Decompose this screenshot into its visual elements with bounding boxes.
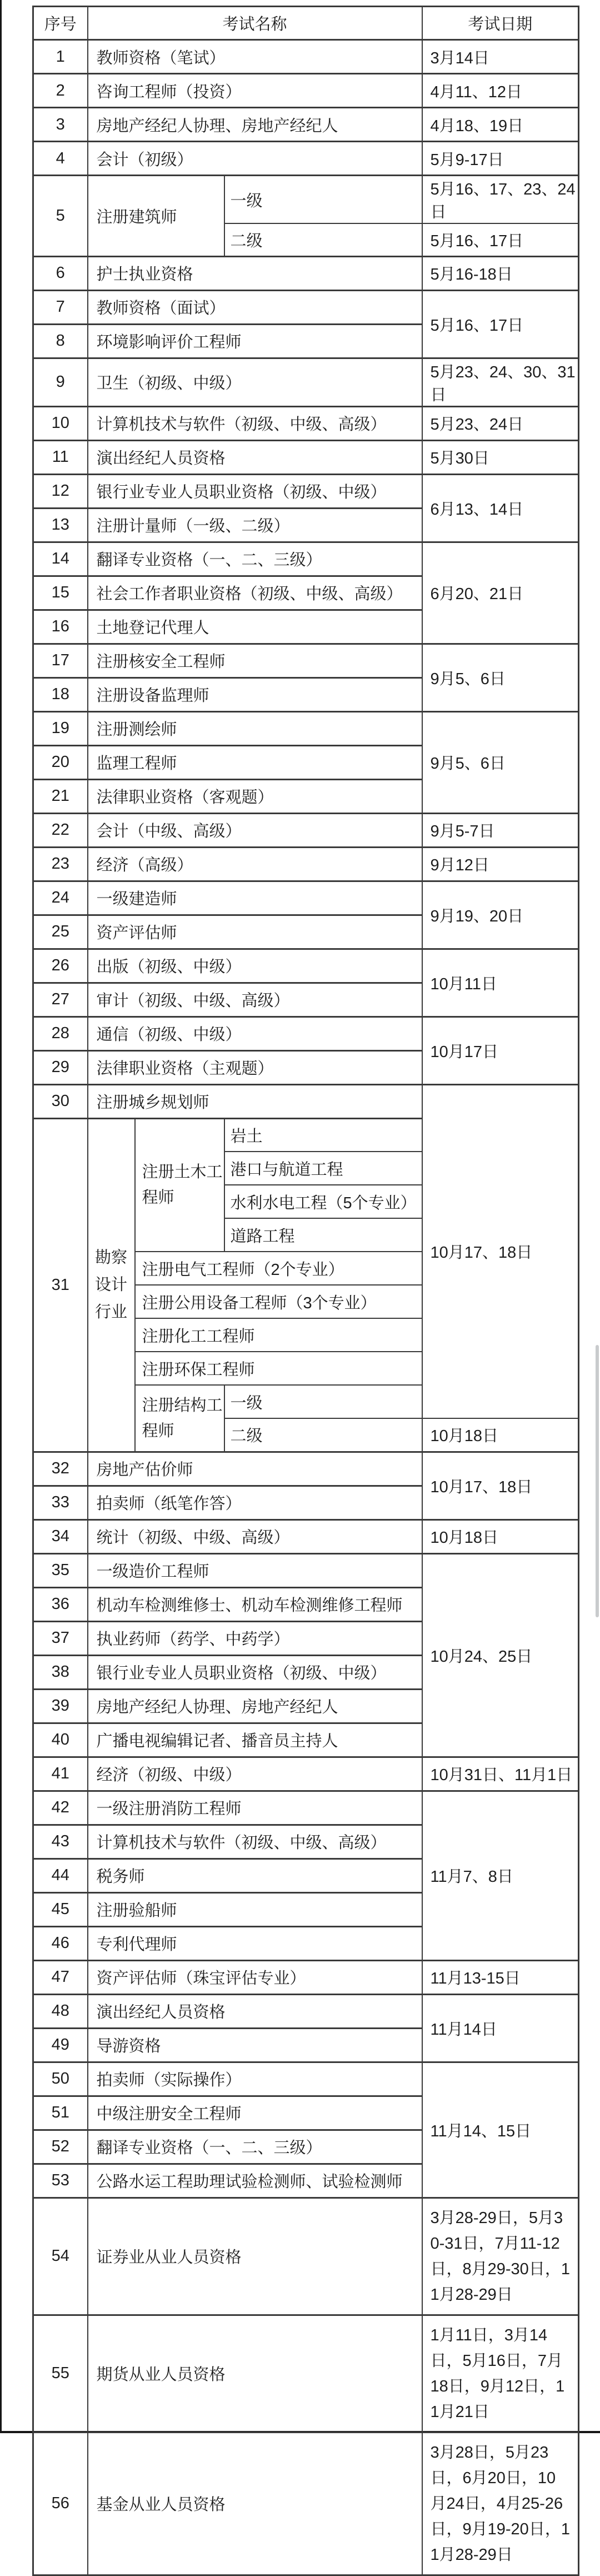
industry-group-cell: 勘察 设计 行业 (88, 1118, 135, 1452)
serial-cell: 32 (33, 1452, 88, 1486)
exam-subname-cell: 一级 (224, 1385, 422, 1418)
serial-cell: 52 (33, 2130, 88, 2164)
serial-cell: 9 (33, 358, 88, 406)
exam-name-cell: 一级注册消防工程师 (88, 1791, 422, 1825)
exam-subname-cell: 注册公用设备工程师（3个专业） (135, 1285, 422, 1318)
table-row (33, 406, 579, 440)
exam-name-cell: 注册测绘师 (88, 711, 422, 745)
table-row (33, 1960, 579, 1994)
exam-name-cell: 社会工作者职业资格（初级、中级、高级） (88, 576, 422, 610)
exam-date-cell: 9月5-7日 (422, 813, 579, 847)
table-row (33, 358, 579, 406)
exam-name-cell: 演出经纪人员资格 (88, 1994, 422, 2028)
table-row (33, 142, 579, 176)
table-row (33, 2315, 579, 2432)
exam-subname-cell: 港口与航道工程 (224, 1152, 422, 1185)
serial-cell: 44 (33, 1858, 88, 1892)
serial-cell: 40 (33, 1723, 88, 1757)
table-row (33, 711, 579, 745)
serial-cell: 16 (33, 610, 88, 644)
serial-cell: 11 (33, 440, 88, 474)
table-row (33, 290, 579, 324)
header-exam-name: 考试名称 (88, 7, 422, 40)
serial-cell: 45 (33, 1892, 88, 1926)
exam-name-cell: 执业药师（药学、中药学） (88, 1621, 422, 1655)
serial-cell: 18 (33, 677, 88, 711)
exam-name-cell: 公路水运工程助理试验检测师、试验检测师 (88, 2164, 422, 2198)
exam-name-cell: 翻译专业资格（一、二、三级） (88, 2130, 422, 2164)
table-row (33, 108, 579, 142)
exam-name-cell: 专利代理师 (88, 1926, 422, 1960)
exam-name-cell: 出版（初级、中级） (88, 949, 422, 983)
table-row (33, 40, 579, 74)
exam-date-cell: 10月31日、11月1日 (422, 1757, 579, 1791)
exam-name-cell: 导游资格 (88, 2028, 422, 2062)
exam-name-cell: 法律职业资格（主观题） (88, 1050, 422, 1084)
exam-name-cell: 银行业专业人员职业资格（初级、中级） (88, 474, 422, 508)
serial-cell: 21 (33, 779, 88, 813)
header-serial: 序号 (33, 7, 88, 40)
exam-date-cell: 9月19、20日 (422, 881, 579, 949)
exam-name-cell: 演出经纪人员资格 (88, 440, 422, 474)
table-row (33, 1017, 579, 1050)
engineer-group-cell: 注册土木工程师 (135, 1118, 224, 1252)
exam-name-cell: 经济（高级） (88, 847, 422, 881)
exam-date-cell: 5月9-17日 (422, 142, 579, 176)
exam-date-cell: 10月11日 (422, 949, 579, 1017)
exam-subname-cell: 二级 (224, 1418, 422, 1452)
serial-cell: 39 (33, 1689, 88, 1723)
serial-cell: 26 (33, 949, 88, 983)
exam-date-cell: 4月11、12日 (422, 74, 579, 108)
exam-date-cell: 1月11日，3月14日，5月16日，7月18日，9月12日，11月21日 (422, 2315, 579, 2432)
table-row (33, 176, 579, 224)
exam-date-cell: 10月17、18日 (422, 1084, 579, 1418)
exam-name-cell: 计算机技术与软件（初级、中级、高级） (88, 406, 422, 440)
table-row (33, 474, 579, 508)
exam-date-cell: 5月16-18日 (422, 256, 579, 290)
exam-name-cell: 一级造价工程师 (88, 1553, 422, 1587)
serial-cell: 12 (33, 474, 88, 508)
serial-cell: 41 (33, 1757, 88, 1791)
exam-date-cell: 5月23、24、30、31日 (422, 358, 579, 406)
exam-date-cell: 5月30日 (422, 440, 579, 474)
serial-cell: 15 (33, 576, 88, 610)
serial-cell: 46 (33, 1926, 88, 1960)
serial-cell: 53 (33, 2164, 88, 2198)
exam-date-cell: 6月13、14日 (422, 474, 579, 542)
serial-cell: 29 (33, 1050, 88, 1084)
serial-cell: 34 (33, 1519, 88, 1553)
table-row (33, 440, 579, 474)
exam-name-cell: 证券业从业人员资格 (88, 2198, 422, 2315)
serial-cell: 20 (33, 745, 88, 779)
exam-name-cell: 注册计量师（一级、二级） (88, 508, 422, 542)
exam-date-cell: 10月18日 (422, 1519, 579, 1553)
serial-cell: 54 (33, 2198, 88, 2315)
exam-subname-cell: 一级 (224, 176, 422, 224)
exam-subname-cell: 岩土 (224, 1118, 422, 1152)
serial-cell: 55 (33, 2315, 88, 2432)
serial-cell: 43 (33, 1825, 88, 1858)
exam-name-cell: 护士执业资格 (88, 256, 422, 290)
serial-cell: 13 (33, 508, 88, 542)
exam-name-cell: 教师资格（面试） (88, 290, 422, 324)
header-row (33, 7, 579, 40)
exam-date-cell: 6月20、21日 (422, 542, 579, 644)
table-row (33, 1553, 579, 1587)
exam-date-cell: 10月17、18日 (422, 1452, 579, 1519)
table-row (33, 1994, 579, 2028)
exam-name-cell: 注册核安全工程师 (88, 644, 422, 677)
serial-cell: 38 (33, 1655, 88, 1689)
serial-cell: 27 (33, 983, 88, 1017)
exam-date-cell: 10月17日 (422, 1017, 579, 1084)
exam-schedule-table (32, 6, 579, 2576)
serial-cell: 17 (33, 644, 88, 677)
exam-name-cell: 注册建筑师 (88, 176, 224, 257)
exam-name-cell: 咨询工程师（投资） (88, 74, 422, 108)
exam-name-cell: 广播电视编辑记者、播音员主持人 (88, 1723, 422, 1757)
exam-name-cell: 注册验船师 (88, 1892, 422, 1926)
table-row (33, 1757, 579, 1791)
table-row (33, 542, 579, 576)
serial-cell: 30 (33, 1084, 88, 1118)
serial-cell: 6 (33, 256, 88, 290)
serial-cell: 28 (33, 1017, 88, 1050)
table-row (33, 881, 579, 915)
exam-date-cell: 5月16、17日 (422, 223, 579, 256)
exam-date-cell: 10月24、25日 (422, 1553, 579, 1757)
serial-cell: 14 (33, 542, 88, 576)
exam-subname-cell: 注册环保工程师 (135, 1352, 422, 1385)
header-exam-date: 考试日期 (422, 7, 579, 40)
exam-name-cell: 注册设备监理师 (88, 677, 422, 711)
serial-cell: 2 (33, 74, 88, 108)
image-edge-left (0, 0, 2, 2433)
exam-date-cell: 5月16、17、23、24日 (422, 176, 579, 224)
serial-cell: 19 (33, 711, 88, 745)
engineer-group-cell: 注册结构工程师 (135, 1385, 224, 1452)
serial-cell: 50 (33, 2062, 88, 2096)
exam-name-cell: 通信（初级、中级） (88, 1017, 422, 1050)
exam-subname-cell: 注册化工工程师 (135, 1318, 422, 1352)
serial-cell: 51 (33, 2096, 88, 2130)
exam-date-cell: 4月18、19日 (422, 108, 579, 142)
exam-subname-cell: 二级 (224, 223, 422, 256)
table-row (33, 2198, 579, 2315)
exam-name-cell: 翻译专业资格（一、二、三级） (88, 542, 422, 576)
exam-name-cell: 卫生（初级、中级） (88, 358, 422, 406)
exam-name-cell: 统计（初级、中级、高级） (88, 1519, 422, 1553)
exam-subname-cell: 道路工程 (224, 1218, 422, 1252)
serial-cell: 1 (33, 40, 88, 74)
serial-cell: 5 (33, 176, 88, 257)
table-row (33, 74, 579, 108)
exam-subname-cell: 水利水电工程（5个专业） (224, 1185, 422, 1218)
table-row (33, 1791, 579, 1825)
serial-cell: 22 (33, 813, 88, 847)
serial-cell: 24 (33, 881, 88, 915)
table-row (33, 949, 579, 983)
table-row (33, 1084, 579, 1118)
exam-name-cell: 基金从业人员资格 (88, 2432, 422, 2575)
exam-name-cell: 教师资格（笔试） (88, 40, 422, 74)
table-row (33, 256, 579, 290)
exam-date-cell: 3月28日，5月23日，6月20日，10月24日，4月25-26日，9月19-20日，11月28-29日 (422, 2432, 579, 2575)
exam-name-cell: 期货从业人员资格 (88, 2315, 422, 2432)
table-wrapper (32, 6, 579, 2576)
exam-name-cell: 注册城乡规划师 (88, 1084, 422, 1118)
table-row (33, 813, 579, 847)
exam-name-cell: 资产评估师 (88, 915, 422, 949)
exam-name-cell: 银行业专业人员职业资格（初级、中级） (88, 1655, 422, 1689)
exam-name-cell: 中级注册安全工程师 (88, 2096, 422, 2130)
exam-name-cell: 土地登记代理人 (88, 610, 422, 644)
exam-date-cell: 11月14日 (422, 1994, 579, 2062)
serial-cell: 42 (33, 1791, 88, 1825)
table-row (33, 847, 579, 881)
exam-date-cell: 11月13-15日 (422, 1960, 579, 1994)
exam-name-cell: 会计（初级） (88, 142, 422, 176)
exam-date-cell: 5月16、17日 (422, 290, 579, 358)
scrollbar-thumb[interactable] (596, 1345, 599, 1617)
exam-name-cell: 资产评估师（珠宝评估专业） (88, 1960, 422, 1994)
serial-cell: 35 (33, 1553, 88, 1587)
exam-date-cell: 9月5、6日 (422, 711, 579, 813)
table-row (33, 2432, 579, 2575)
table-row (33, 1519, 579, 1553)
exam-date-cell: 9月5、6日 (422, 644, 579, 711)
serial-cell: 4 (33, 142, 88, 176)
exam-name-cell: 一级建造师 (88, 881, 422, 915)
serial-cell: 37 (33, 1621, 88, 1655)
serial-cell: 49 (33, 2028, 88, 2062)
table-row (33, 2062, 579, 2096)
exam-name-cell: 拍卖师（实际操作） (88, 2062, 422, 2096)
exam-date-cell: 11月14、15日 (422, 2062, 579, 2198)
serial-cell: 47 (33, 1960, 88, 1994)
exam-subname-cell: 注册电气工程师（2个专业） (135, 1252, 422, 1285)
exam-name-cell: 房地产经纪人协理、房地产经纪人 (88, 108, 422, 142)
table-row (33, 644, 579, 677)
serial-cell: 36 (33, 1587, 88, 1621)
exam-name-cell: 拍卖师（纸笔作答） (88, 1486, 422, 1519)
serial-cell: 33 (33, 1486, 88, 1519)
serial-cell: 10 (33, 406, 88, 440)
exam-name-cell: 房地产估价师 (88, 1452, 422, 1486)
serial-cell: 23 (33, 847, 88, 881)
exam-name-cell: 税务师 (88, 1858, 422, 1892)
exam-name-cell: 环境影响评价工程师 (88, 324, 422, 358)
exam-name-cell: 审计（初级、中级、高级） (88, 983, 422, 1017)
exam-name-cell: 机动车检测维修士、机动车检测维修工程师 (88, 1587, 422, 1621)
exam-name-cell: 计算机技术与软件（初级、中级、高级） (88, 1825, 422, 1858)
serial-cell: 3 (33, 108, 88, 142)
serial-cell: 25 (33, 915, 88, 949)
serial-cell: 56 (33, 2432, 88, 2575)
exam-date-cell: 9月12日 (422, 847, 579, 881)
serial-cell: 8 (33, 324, 88, 358)
exam-date-cell: 3月28-29日，5月30-31日，7月11-12日，8月29-30日，11月28-29日 (422, 2198, 579, 2315)
serial-cell: 7 (33, 290, 88, 324)
exam-name-cell: 经济（初级、中级） (88, 1757, 422, 1791)
exam-name-cell: 房地产经纪人协理、房地产经纪人 (88, 1689, 422, 1723)
exam-date-cell: 5月23、24日 (422, 406, 579, 440)
exam-name-cell: 监理工程师 (88, 745, 422, 779)
exam-name-cell: 会计（中级、高级） (88, 813, 422, 847)
serial-cell: 48 (33, 1994, 88, 2028)
table-row (33, 1452, 579, 1486)
exam-date-cell: 10月18日 (422, 1418, 579, 1452)
serial-cell: 31 (33, 1118, 88, 1452)
exam-date-cell: 11月7、8日 (422, 1791, 579, 1960)
exam-name-cell: 法律职业资格（客观题） (88, 779, 422, 813)
exam-date-cell: 3月14日 (422, 40, 579, 74)
